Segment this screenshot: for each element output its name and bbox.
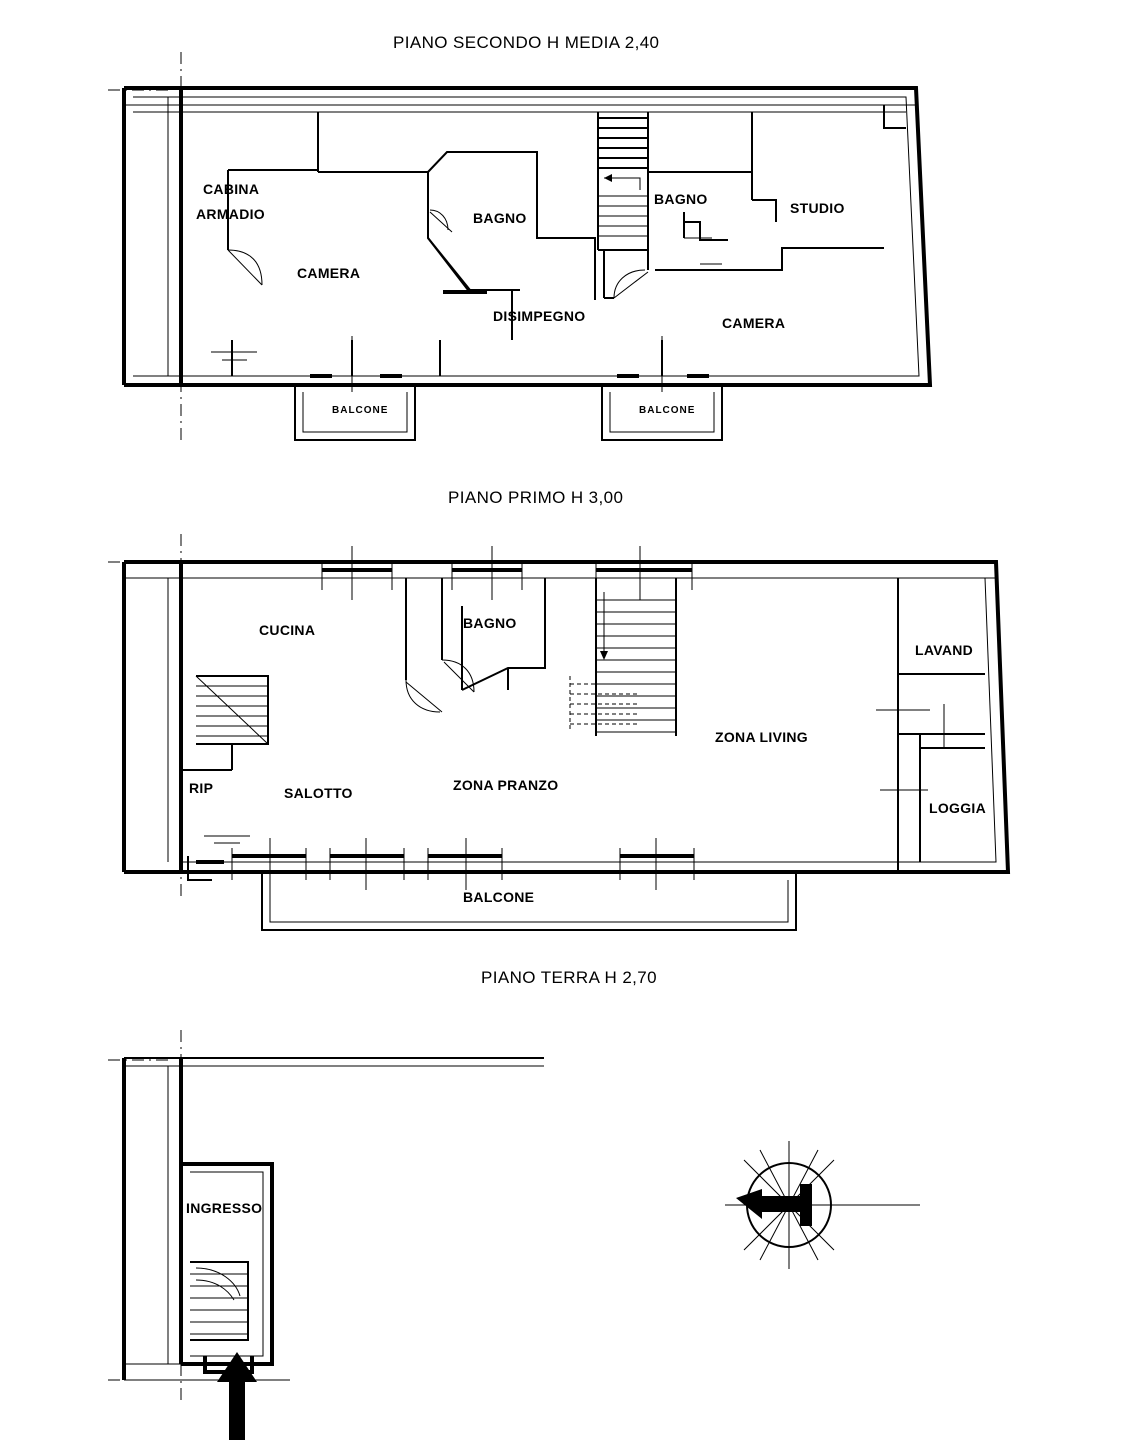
room-label-loggia: LOGGIA [929, 800, 987, 816]
room-label-bagno-2: BAGNO [654, 191, 708, 207]
room-label-disimpegno: DISIMPEGNO [493, 308, 586, 324]
room-label-balcone-1: BALCONE [332, 405, 389, 416]
floor-title-ground: PIANO TERRA H 2,70 [481, 968, 658, 987]
room-label-zona-living: ZONA LIVING [715, 729, 809, 745]
floor-title-second: PIANO SECONDO H MEDIA 2,40 [393, 33, 660, 52]
room-label-bagno-1: BAGNO [473, 210, 527, 226]
room-label-balcone-2: BALCONE [639, 405, 696, 416]
room-label-zona-pranzo: ZONA PRANZO [453, 777, 559, 793]
floor-title-first: PIANO PRIMO H 3,00 [448, 488, 624, 507]
room-label-cucina: CUCINA [259, 622, 316, 638]
room-label-lavand: LAVAND [915, 642, 974, 658]
room-label-salotto: SALOTTO [284, 785, 353, 801]
room-label-cabina: CABINA [203, 181, 260, 197]
room-label-rip: RIP [189, 780, 214, 796]
room-label-ingresso: INGRESSO [186, 1200, 263, 1216]
room-label-armadio: ARMADIO [196, 206, 265, 222]
room-label-camera-1: CAMERA [297, 265, 361, 281]
room-label-bagno-primo: BAGNO [463, 615, 517, 631]
room-label-studio: STUDIO [790, 200, 845, 216]
room-label-balcone-primo: BALCONE [463, 889, 535, 905]
room-label-camera-2: CAMERA [722, 315, 786, 331]
